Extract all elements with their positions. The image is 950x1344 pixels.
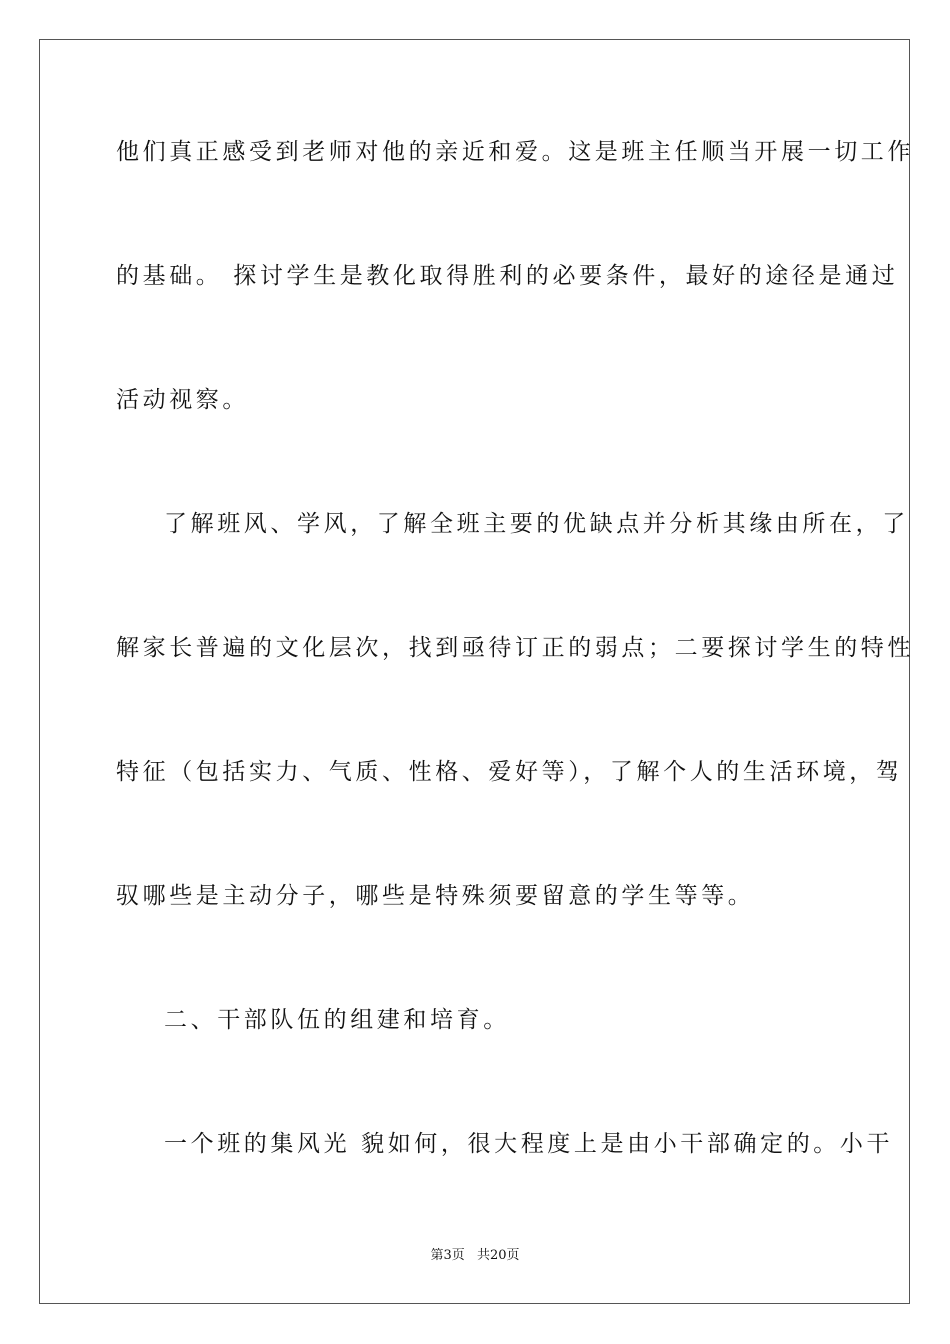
body-text-line-7: 驭哪些是主动分子，哪些是特殊须要留意的学生等等。 xyxy=(116,883,755,909)
body-text-line-2: 的基础。 探讨学生是教化取得胜利的必要条件，最好的途径是通过 xyxy=(116,263,899,289)
page-border xyxy=(39,39,914,1304)
body-text-line-6: 特征（包括实力、气质、性格、爱好等），了解个人的生活环境，驾 xyxy=(116,759,903,785)
body-text-line-3: 活动视察。 xyxy=(116,387,249,413)
section-heading: 二、干部队伍的组建和培育。 xyxy=(164,1007,510,1033)
page-number: 第3页 xyxy=(430,1248,465,1263)
body-text-line-1: 他们真正感受到老师对他的亲近和爱。这是班主任顺当开展一切工作 xyxy=(116,139,914,165)
page-footer xyxy=(0,1247,950,1265)
body-text-line-9: 一个班的集风光 貌如何，很大程度上是由小干部确定的。小干 xyxy=(164,1131,894,1157)
body-text-line-4: 了解班风、学风，了解全班主要的优缺点并分析其缘由所在，了 xyxy=(164,511,909,537)
body-text-line-5: 解家长普遍的文化层次，找到亟待订正的弱点；二要探讨学生的特性 xyxy=(116,635,914,661)
page-total: 共20页 xyxy=(476,1248,520,1263)
